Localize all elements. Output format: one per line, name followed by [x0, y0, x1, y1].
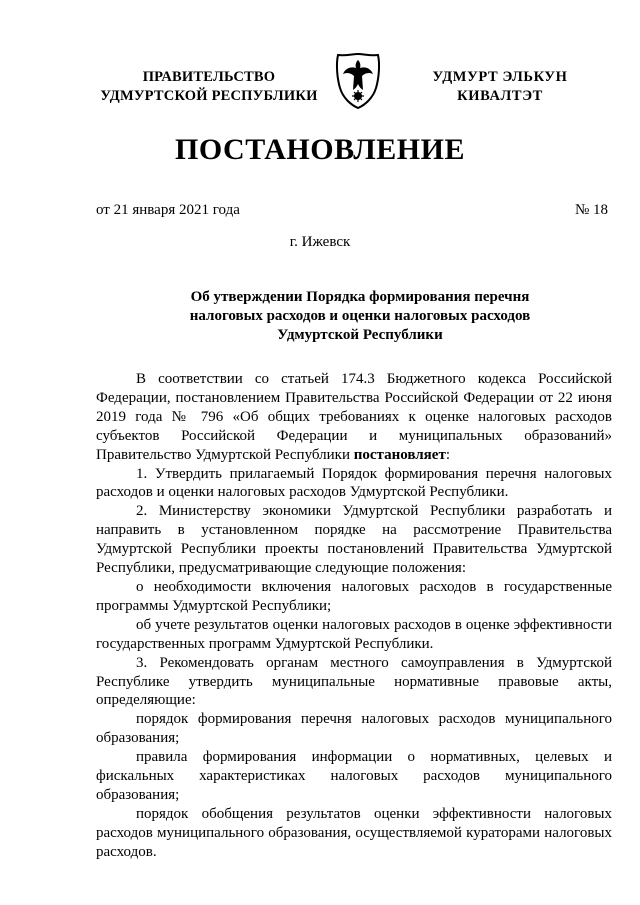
- document-body: [96, 370, 612, 862]
- header-right-line2: КИВАЛТЭТ: [457, 88, 543, 104]
- title-line1: Об утверждении Порядка формирования перечня: [190, 289, 530, 305]
- udmurt-coat-of-arms-icon: [330, 50, 386, 112]
- paragraph-1: 1. Утвердить прилагаемый Порядок формирования перечня налоговых расходов и оценки налоговых расходов Удмуртской Республики.: [96, 465, 612, 501]
- document-date: от 21 января 2021 года: [96, 202, 240, 218]
- paragraph-3: 3. Рекомендовать органам местного самоуправления в Удмуртской Республике утвердить муниципальные нормативные правовые акты, определяющие:: [96, 654, 612, 709]
- document-city: г. Ижевск: [289, 234, 351, 250]
- paragraph-2a: о необходимости включения налоговых расходов в государственные программы Удмуртской Республики;: [96, 578, 612, 614]
- preamble-text: В соответствии со статьей 174.3 Бюджетного кодекса Российской Федерации, постановлением Правительства Российской Федерации от 22 июня 2019 года № 796 «Об общих требованиях к оценке налоговых расходов субъектов Российской Федерации и муниципальных образований» Правительство Удмуртской Республики: [96, 371, 612, 463]
- paragraph-2: 2. Министерству экономики Удмуртской Республики разработать и направить в установленном порядке на рассмотрение Правительства Удмуртской Республики проекты постановлений Правительства Удмуртской Республики, предусматривающие следующие положения:: [96, 503, 612, 577]
- government-name-russian: [84, 68, 334, 106]
- title-line3: Удмуртской Республики: [277, 327, 443, 343]
- paragraph-3b: правила формирования информации о нормативных, целевых и фискальных характеристиках налоговых расходов муниципального образования;: [96, 749, 612, 803]
- preamble-end: :: [445, 446, 450, 463]
- document-number: № 18: [574, 202, 608, 218]
- title-line2: налоговых расходов и оценки налоговых расходов: [189, 308, 531, 324]
- preamble-paragraph: [96, 370, 612, 465]
- paragraph-3a: порядок формирования перечня налоговых расходов муниципального образования;: [96, 711, 612, 747]
- header-left-line2: УДМУРТСКОЙ РЕСПУБЛИКИ: [100, 88, 318, 104]
- preamble-bold-word: постановляет: [353, 446, 446, 463]
- document-type: ПОСТАНОВЛЕНИЕ: [175, 133, 465, 166]
- paragraph-2b: об учете результатов оценки налоговых расходов в оценке эффективности государственных программ Удмуртской Республики.: [96, 616, 612, 652]
- header-right-line1: УДМУРТ ЭЛЬКУН: [432, 69, 568, 85]
- paragraph-3c: порядок обобщения результатов оценки эффективности налоговых расходов муниципального образования, осуществляемой кураторами налоговых расходов.: [96, 805, 612, 860]
- header-left-line1: ПРАВИТЕЛЬСТВО: [142, 69, 276, 85]
- document-title: [140, 288, 580, 345]
- government-name-udmurt: [420, 68, 580, 106]
